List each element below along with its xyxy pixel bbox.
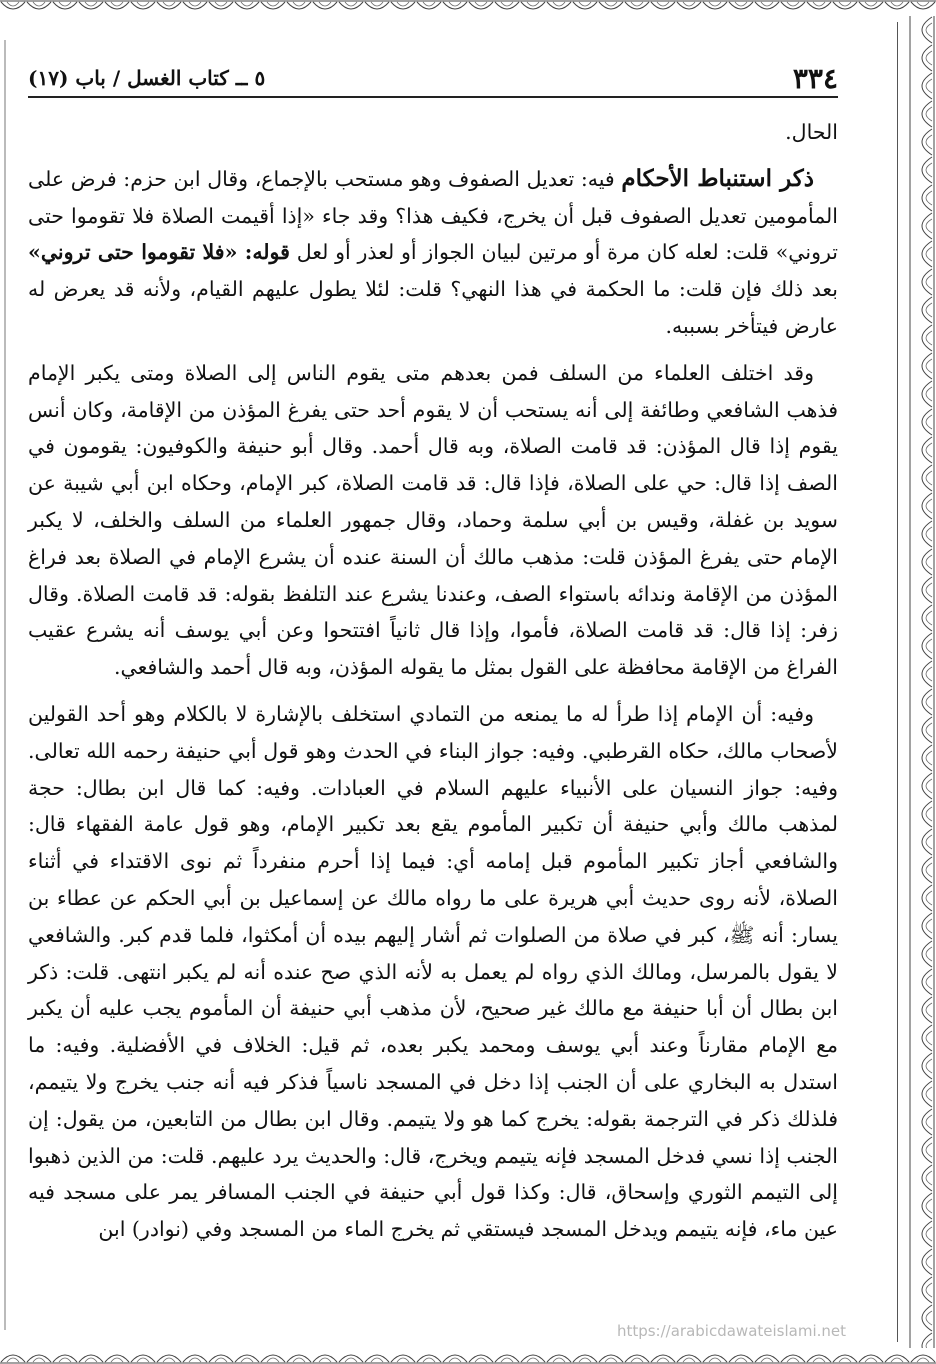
- page-body: [28, 114, 838, 1248]
- left-margin-edge: [4, 40, 6, 1330]
- running-title: ٥ ــ كتاب الغسل / باب (١٧): [28, 66, 266, 90]
- paragraph-text: فيه: تعديل الصفوف وهو مستحب بالإجماع، وقال ابن حزم: فرض على المأمومين تعديل الصفوف قبل أن يخرج، فكيف هذا؟ وقد جاء «إذا أقيمت الصلاة فلا تقوموا حتى تروني» قلت: لعله كان مرة أو مرتين لبيان الجواز أو لعذر أو لعل: [28, 166, 838, 265]
- bold-quote: قوله: «فلا تقوموا حتى تروني»: [28, 240, 290, 265]
- paragraph-rulings: [28, 161, 838, 345]
- paragraph-opening: الحال.: [785, 120, 838, 144]
- top-ornament-border: [0, 0, 936, 16]
- bottom-ornament-border: [0, 1348, 936, 1364]
- section-heading: ذكر استنباط الأحكام: [621, 164, 814, 192]
- paragraph-imam: وفيه: أن الإمام إذا طرأ له ما يمنعه من التمادي استخلف بالإشارة لا بالكلام وهو أحد القولين لأصحاب مالك، حكاه القرطبي. وفيه: جواز البناء في الحدث وهو قول أبي حنيفة رحمه الله تعالى. وفيه: جواز النسيان على الأنبياء عليهم السلام في العبادات. وفيه: كما قال ابن بطال: حجة لمذهب مالك وأبي حنيفة أن تكبير المأموم يقع بعد تكبير الإمام، وهو قول عامة الفقهاء قال: والشافعي أجاز تكبير المأموم قبل إمامه أي: فيما إذا أحرم منفرداً ثم نوى الاقتداء في أثناء الصلاة، لأنه روى حديث أبي هريرة على ما رواه مالك عن إسماعيل بن أبي الحكم عن عطاء بن يسار: أنه ﷺ، كبر في صلاة من الصلوات ثم أشار إليهم بيده أن أمكثوا، فلما قدم كبر. والشافعي لا يقول بالمرسل، ومالك الذي رواه لم يعمل به لأنه الذي صح عنده أنه لم يكبر انتهى. قلت: ذكر ابن بطال أن أبا حنيفة مع مالك غير صحيح، لأن مذهب أبي حنيفة أن المأموم يجب عليه أن يكبر مع الإمام مقارناً وعند أبي يوسف ومحمد يكبر بعده، ثم قيل: الخلاف في الأفضلية. وفيه: ما استدل به البخاري على أن الجنب إذا دخل في المسجد ناسياً فذكر فيه أنه جنب يخرج ولا يتيمم، فلذلك ذكر في الترجمة بقوله: يخرج كما هو ولا يتيمم. وقال ابن بطال من التابعين، من يقول: إن الجنب إذا نسي فدخل المسجد فإنه يتيمم ويخرج، قال: والحديث يرد عليهم. قلت: من الذين ذهبوا إلى التيمم الثوري وإسحاق، قال: وكذا قول أبي حنيفة في الجنب المسافر يمر على مسجد فيه عين ماء، فإنه يتيمم ويدخل المسجد فيستقي ثم يخرج الماء من المسجد وفي (نوادر) ابن: [28, 701, 839, 1242]
- page-header: [28, 60, 838, 98]
- paragraph-text: بعد ذلك فإن قلت: ما الحكمة في هذا النهي؟ قلت: لئلا يطول عليهم القيام، ولأنه قد يعرض له عارض فيتأخر بسببه.: [28, 277, 838, 338]
- page-number: ٣٣٤: [792, 61, 838, 95]
- frame-divider-line: [897, 22, 898, 1342]
- watermark-url: https://arabicdawateislami.net: [616, 1322, 846, 1340]
- paragraph-scholars: وقد اختلف العلماء من السلف فمن بعدهم متى يقوم الناس إلى الصلاة ومتى يكبر الإمام فذهب الشافعي وطائفة إلى أنه يستحب أن لا يقوم أحد حتى يفرغ المؤذن من الإقامة، وكان أنس يقوم إذا قال المؤذن: قد قامت الصلاة، وبه قال أحمد. وقال أبو حنيفة والكوفيون: يقومون في الصف إذا قال: حي على الصلاة، فإذا قال: قد قامت الصلاة، كبر الإمام، وحكاه ابن أبي شيبة عن سويد بن غفلة، وقيس بن أبي سلمة وحماد، وقال جمهور العلماء من السلف والخلف، لا يكبر الإمام حتى يفرغ المؤذن قلت: مذهب مالك أن السنة عنده أن يشرع الإمام في الصلاة بعد فراغ المؤذن من الإقامة وندائه باستواء الصف، وعندنا يشرع عند التلفظ بقوله: قد قامت الصلاة. وقال زفر: إذا قال: قد قامت الصلاة، فأموا، وإذا قال ثانياً افتتحوا وعن أبي يوسف أنه يشرع عقيب الفراغ من الإقامة محافظة على القول بمثل ما يقوله المؤذن، وبه قال أحمد والشافعي.: [28, 360, 838, 680]
- right-ornament-border: [906, 16, 936, 1348]
